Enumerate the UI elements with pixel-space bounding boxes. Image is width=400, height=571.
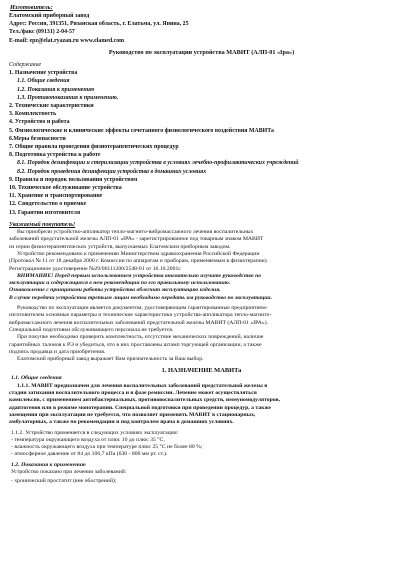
manufacturer-label: Изготовитель: xyxy=(10,4,53,11)
paragraph-line: Устройство рекомендовано к применению Министерством здравоохранения Российской Федерации xyxy=(17,250,260,257)
paragraph-line: Руководство по эксплуатации является документом, удостоверяющим гарантированные предприятием- xyxy=(17,305,268,312)
toc-item: 4. Устройство и работа xyxy=(9,119,70,126)
paragraph-line: Регистрационное удостоверение №29/06111200/2548-01 от 16.10.2001г. xyxy=(9,265,182,272)
table-of-contents xyxy=(9,69,394,217)
paragraph-line: ВНИМАНИЕ! Перед первым использованием устройства внимательно изучите руководство по xyxy=(17,272,262,279)
paragraph-line: амбулаторных, а также по рекомендации и под контролем врача в домашних условиях. xyxy=(9,419,234,426)
paragraph-line: При покупке необходимо проверить комплектность, отсутствие механических повреждений, наличие xyxy=(17,334,264,341)
intro-paragraph-1 xyxy=(9,229,394,251)
manual-title: Руководство по эксплуатации устройства МАВИТ (АЛП-01 «Ipa») xyxy=(108,48,295,56)
paragraph-line: изготовителем основные параметры и технические характеристики устройства-аппликатора тепло-магнито- xyxy=(9,312,272,319)
paragraph-line: из серии физиотерапевтических устройств, выпускаемых Елатомским приборным заводом. xyxy=(9,243,231,250)
paragraph-line: заболеваний предстательной железы АЛП-01 «IPA» - зарегистрированное под товарным знаком МАВИТ xyxy=(9,236,264,243)
thanks-paragraph: Елатомский приборный завод выражает Вам признательность за Ваш выбор. xyxy=(17,356,204,363)
paragraph-line: Вы приобрели устройство-аппликатор тепло-магнито-вибромассажного лечения воспалительных xyxy=(17,229,254,236)
paragraph-line: замещения при эксплуатации не требуется, что позволяет применять МАВИТ в стационарных, xyxy=(9,411,256,418)
intro-paragraph-4 xyxy=(9,334,394,356)
paragraph-line: Специальной подготовки обслуживающего персонала не требуется. xyxy=(9,326,174,333)
toc-item: 8.2. Порядок проведения дезинфекции устройства в домашних условиях xyxy=(17,168,207,175)
section-1-title: 1. НАЗНАЧЕНИЕ МАВИТа xyxy=(161,367,242,375)
toc-heading: Содержание xyxy=(9,62,42,69)
indications-intro: Устройство показано при лечении заболеваний: xyxy=(11,468,127,475)
paragraph-line: вибромассажного лечения воспалительных заболеваний предстательной железы МАВИТ (АЛП-01 «IPA»). xyxy=(9,319,269,326)
toc-item: 12. Свидетельство о приемке xyxy=(9,201,87,208)
condition-item: - температура окружающего воздуха от плюс 10 до плюс 35 °С, xyxy=(11,436,165,443)
toc-item: 1.2. Показания к применению xyxy=(17,86,95,93)
paragraph-line: комплексно, с применением антибактериальных, противовоспалительных средств, иммуномодуляторов, xyxy=(9,397,281,404)
toc-item: 1. Назначение устройства xyxy=(9,70,78,77)
toc-item: 8.1. Порядок дезинфекции и стерилизации устройства в условиях лечебно-профилактических учреждений xyxy=(17,160,299,167)
company-address: Адрес: Россия, 391351, Рязанская область, г. Елатьма, ул. Янина, 25 xyxy=(9,21,189,28)
intro-paragraph-3 xyxy=(9,305,394,334)
company-name: Елатомский приборный завод xyxy=(9,13,90,19)
paragraph-line: В случае передачи устройства третьим лицам необходимо передать им руководство по эксплуатации. xyxy=(9,294,272,301)
intro-paragraph-2 xyxy=(9,251,394,273)
paragraph-line: Ознакомление с принципами работы устройства облегчит эксплуатацию изделия. xyxy=(9,287,221,294)
conditions-list xyxy=(9,437,394,459)
paragraph-line: подпись продавца и дата приобретения. xyxy=(9,348,106,355)
toc-item: 3. Комплектность xyxy=(9,111,57,118)
toc-item: 11. Хранение и транспортирование xyxy=(9,193,103,200)
paragraph-line: эксплуатации и содержащиеся в нем рекомендации по его правильному использованию. xyxy=(9,280,231,287)
toc-item: 1.1. Общие сведения xyxy=(17,78,70,85)
paragraph-line: 1.1.1. МАВИТ предназначен для лечения воспалительных заболеваний предстательной железы в xyxy=(17,382,268,389)
subsection-1-1-title: 1.1. Общие сведения xyxy=(11,375,62,382)
toc-item: 7. Общие правила проведения физиотерапевтических процедур xyxy=(9,144,179,151)
toc-item: 6.Меры безопасности xyxy=(9,135,66,142)
company-phone: Тел./факс (09131) 2-04-57 xyxy=(9,29,75,36)
toc-item: 2. Технические характеристики xyxy=(9,103,94,110)
conditions-intro: 1.1.2. Устройство применяется в следующих условиях эксплуатации: xyxy=(11,429,179,436)
toc-item: 8. Подготовка устройства к работе xyxy=(9,152,101,159)
toc-item: 9. Правила и порядок пользования устройством xyxy=(9,176,138,183)
paragraph-line: адаптогенов или в режиме монотерапии. Специальной подготовки при проведении процедур, а также xyxy=(9,404,271,411)
toc-item: 13. Гарантии изготовителя xyxy=(9,209,81,216)
toc-item: 10. Техническое обслуживание устройства xyxy=(9,185,122,192)
warning-paragraph xyxy=(9,273,394,302)
subsection-1-1-text xyxy=(9,383,394,427)
paragraph-line: стадии затихания воспалительного процесса и в фазе ремиссии. Лечение может осуществляться xyxy=(9,390,257,397)
paragraph-line: гарантийных талонов к РЭ и убедиться, что в них проставлены штамп торгующей организации, а также xyxy=(9,341,262,348)
subsection-1-2-title: 1.2. Показания к применению xyxy=(11,461,86,468)
greeting: Уважаемый покупатель! xyxy=(9,221,76,228)
company-email: E-mail: epz@elat.ryazan.ru www.elamed.com xyxy=(9,37,125,44)
paragraph-line: (Протокол № 11 от 18 декабря 2000 г. Комиссии по аппаратам и приборам, применяемым в физиотерапии). xyxy=(9,258,269,265)
indication-item: - хронический простатит (вне обострений); xyxy=(11,478,117,485)
toc-item: 1.3. Противопоказания к применению. xyxy=(17,94,119,101)
toc-item: 5. Физиологические и клинические эффекты сочетанного физиологического воздействия МАВИТа xyxy=(9,127,274,134)
condition-item: - атмосферное давление от 84 до 106,7 кПа (630 - 800 мм рт. ст.). xyxy=(11,451,168,458)
condition-item: - влажность окружающего воздуха при температуре плюс 25 °С не более 80 %; xyxy=(11,444,203,451)
